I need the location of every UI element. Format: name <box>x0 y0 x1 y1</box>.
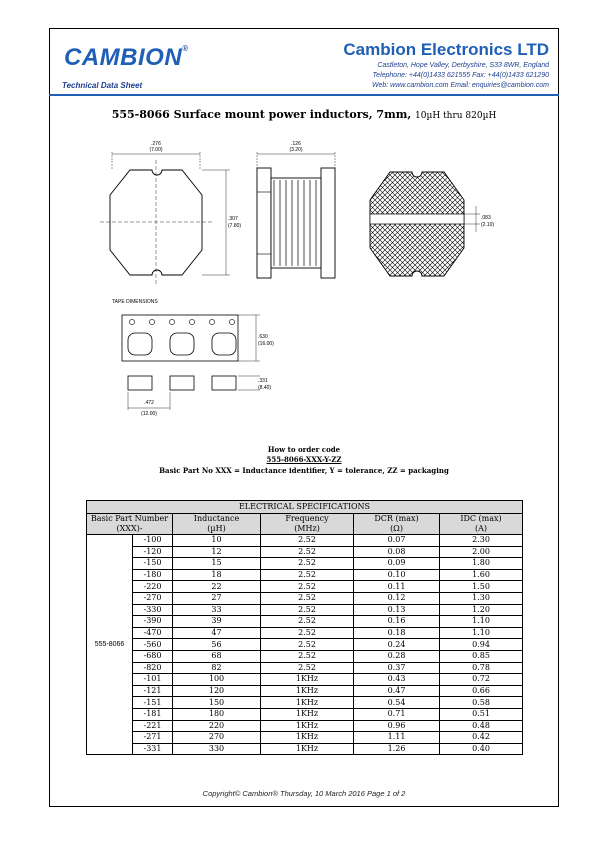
table-row <box>87 685 523 697</box>
idc-cell: 0.72 <box>440 674 523 686</box>
inductance-cell: 82 <box>173 662 261 674</box>
idc-cell: 1.10 <box>440 616 523 628</box>
frequency-cell: 1KHz <box>261 743 354 755</box>
idc-cell: 0.40 <box>440 743 523 755</box>
dim-b-label: .126 <box>291 141 301 147</box>
idc-cell: 1.20 <box>440 604 523 616</box>
inductance-cell: 68 <box>173 650 261 662</box>
suffix-cell: -180 <box>133 569 173 581</box>
suffix-cell: -820 <box>133 662 173 674</box>
page-title: 555-8066 Surface mount power inductors, 7mm, 10µH thru 820µH <box>111 108 497 121</box>
table-row <box>87 581 523 593</box>
suffix-cell: -331 <box>133 743 173 755</box>
frequency-cell: 1KHz <box>261 697 354 709</box>
section-view <box>370 172 494 276</box>
dim-c-label: .307 <box>228 216 238 222</box>
inductance-cell: 150 <box>173 697 261 709</box>
dcr-cell: 0.16 <box>354 616 440 628</box>
table-row <box>87 604 523 616</box>
col-header-frequency: Frequency (MHz) <box>261 514 354 535</box>
dcr-cell: 0.43 <box>354 674 440 686</box>
suffix-cell: -271 <box>133 732 173 744</box>
frequency-cell: 2.52 <box>261 569 354 581</box>
inductance-cell: 10 <box>173 535 261 547</box>
tape-p-mm-label: (12.00) <box>141 411 157 417</box>
table-row <box>87 569 523 581</box>
table-row <box>87 627 523 639</box>
suffix-cell: -150 <box>133 558 173 570</box>
company-address: Castleton, Hope Valley, Derbyshire, S33 8WR, England <box>377 62 549 69</box>
inductance-cell: 270 <box>173 732 261 744</box>
suffix-cell: -470 <box>133 627 173 639</box>
suffix-cell: -120 <box>133 546 173 558</box>
idc-cell: 0.85 <box>440 650 523 662</box>
idc-cell: 1.10 <box>440 627 523 639</box>
frequency-cell: 1KHz <box>261 720 354 732</box>
frequency-cell: 2.52 <box>261 558 354 570</box>
order-code: 555-8066-XXX-Y-ZZ <box>266 455 342 464</box>
table-row <box>87 697 523 709</box>
table-row <box>87 720 523 732</box>
dim-a-mm-label: (7.00) <box>149 147 163 153</box>
dcr-cell: 1.26 <box>354 743 440 755</box>
frequency-cell: 1KHz <box>261 708 354 720</box>
idc-cell: 1.60 <box>440 569 523 581</box>
idc-cell: 0.48 <box>440 720 523 732</box>
col-header-part: Basic Part Number (XXX)- <box>87 514 173 535</box>
electrical-spec-table <box>86 500 523 755</box>
col-header-idc: IDC (max) (A) <box>440 514 523 535</box>
idc-cell: 0.78 <box>440 662 523 674</box>
dcr-cell: 0.24 <box>354 639 440 651</box>
table-row <box>87 662 523 674</box>
suffix-cell: -390 <box>133 616 173 628</box>
idc-cell: 0.42 <box>440 732 523 744</box>
dcr-cell: 0.09 <box>354 558 440 570</box>
frequency-cell: 2.52 <box>261 581 354 593</box>
table-row <box>87 650 523 662</box>
idc-cell: 2.00 <box>440 546 523 558</box>
frequency-cell: 2.52 <box>261 639 354 651</box>
suffix-cell: -181 <box>133 708 173 720</box>
inductance-cell: 12 <box>173 546 261 558</box>
tape-view <box>112 299 274 417</box>
table-row <box>87 743 523 755</box>
inductance-cell: 27 <box>173 592 261 604</box>
dim-d-mm-label: (2.10) <box>481 222 495 228</box>
dcr-cell: 0.28 <box>354 650 440 662</box>
tape-h-mm-label: (8.40) <box>258 385 272 391</box>
inductance-cell: 120 <box>173 685 261 697</box>
dcr-cell: 0.10 <box>354 569 440 581</box>
frequency-cell: 2.52 <box>261 604 354 616</box>
tape-p-label: .472 <box>144 400 154 406</box>
dcr-cell: 0.54 <box>354 697 440 709</box>
dcr-cell: 0.08 <box>354 546 440 558</box>
inductance-cell: 56 <box>173 639 261 651</box>
inductance-cell: 39 <box>173 616 261 628</box>
dim-a-label: .276 <box>151 141 161 147</box>
dcr-cell: 0.13 <box>354 604 440 616</box>
suffix-cell: -270 <box>133 592 173 604</box>
dcr-cell: 0.07 <box>354 535 440 547</box>
dim-b-mm-label: (3.20) <box>289 147 303 153</box>
suffix-cell: -220 <box>133 581 173 593</box>
dcr-cell: 0.37 <box>354 662 440 674</box>
inductance-cell: 22 <box>173 581 261 593</box>
table-row <box>87 558 523 570</box>
suffix-cell: -121 <box>133 685 173 697</box>
company-name: Cambion Electronics LTD <box>343 40 549 59</box>
dcr-cell: 0.18 <box>354 627 440 639</box>
dcr-cell: 0.47 <box>354 685 440 697</box>
inductance-cell: 100 <box>173 674 261 686</box>
frequency-cell: 2.52 <box>261 627 354 639</box>
tape-w-label: .630 <box>258 334 268 340</box>
base-part-cell: 555-8066 <box>87 535 133 755</box>
table-row <box>87 639 523 651</box>
table-row <box>87 546 523 558</box>
suffix-cell: -100 <box>133 535 173 547</box>
company-contact: Telephone: +44(0)1433 621555 Fax: +44(0)1433 621290 <box>372 72 549 79</box>
table-row <box>87 708 523 720</box>
frequency-cell: 2.52 <box>261 616 354 628</box>
document-type: Technical Data Sheet <box>62 81 143 90</box>
table-row <box>87 616 523 628</box>
dcr-cell: 0.71 <box>354 708 440 720</box>
table-row <box>87 535 523 547</box>
idc-cell: 1.30 <box>440 592 523 604</box>
dcr-cell: 1.11 <box>354 732 440 744</box>
idc-cell: 0.66 <box>440 685 523 697</box>
inductance-cell: 47 <box>173 627 261 639</box>
frequency-cell: 1KHz <box>261 685 354 697</box>
table-row <box>87 592 523 604</box>
frequency-cell: 2.52 <box>261 546 354 558</box>
idc-cell: 0.51 <box>440 708 523 720</box>
tape-h-label: .331 <box>258 378 268 384</box>
side-view <box>257 141 335 278</box>
cambion-logo: CAMBION® <box>64 44 189 71</box>
inductance-cell: 220 <box>173 720 261 732</box>
inductance-cell: 18 <box>173 569 261 581</box>
table-row <box>87 674 523 686</box>
suffix-cell: -151 <box>133 697 173 709</box>
suffix-cell: -330 <box>133 604 173 616</box>
table-row <box>87 732 523 744</box>
dcr-cell: 0.12 <box>354 592 440 604</box>
frequency-cell: 2.52 <box>261 535 354 547</box>
inductance-cell: 15 <box>173 558 261 570</box>
dcr-cell: 0.96 <box>354 720 440 732</box>
dim-c-mm-label: (7.80) <box>228 223 242 229</box>
inductance-cell: 330 <box>173 743 261 755</box>
frequency-cell: 2.52 <box>261 662 354 674</box>
idc-cell: 1.80 <box>440 558 523 570</box>
dim-d-label: .083 <box>481 215 491 221</box>
frequency-cell: 1KHz <box>261 674 354 686</box>
company-web: Web: www.cambion.com Email: enquiries@cambion.com <box>372 82 549 89</box>
frequency-cell: 1KHz <box>261 732 354 744</box>
suffix-cell: -101 <box>133 674 173 686</box>
idc-cell: 0.58 <box>440 697 523 709</box>
inductance-cell: 33 <box>173 604 261 616</box>
idc-cell: 2.30 <box>440 535 523 547</box>
idc-cell: 0.94 <box>440 639 523 651</box>
order-heading: How to order code <box>267 445 341 454</box>
inductance-cell: 180 <box>173 708 261 720</box>
mechanical-drawing <box>100 130 520 430</box>
header-rule <box>49 94 559 96</box>
frequency-cell: 2.52 <box>261 592 354 604</box>
front-view <box>100 141 241 285</box>
col-header-inductance: Inductance (µH) <box>173 514 261 535</box>
idc-cell: 1.50 <box>440 581 523 593</box>
tape-w-mm-label: (16.00) <box>258 341 274 347</box>
suffix-cell: -560 <box>133 639 173 651</box>
table-caption: ELECTRICAL SPECIFICATIONS <box>87 501 523 514</box>
dcr-cell: 0.11 <box>354 581 440 593</box>
page-footer: Copyright© Cambion® Thursday, 10 March 2016 Page 1 of 2 <box>202 789 406 798</box>
suffix-cell: -221 <box>133 720 173 732</box>
order-description: Basic Part No XXX = Inductance identifier, Y = tolerance, ZZ = packaging <box>159 466 449 475</box>
tape-label: TAPE DIMENSIONS <box>112 299 158 305</box>
frequency-cell: 2.52 <box>261 650 354 662</box>
suffix-cell: -680 <box>133 650 173 662</box>
col-header-dcr: DCR (max) (Ω) <box>354 514 440 535</box>
